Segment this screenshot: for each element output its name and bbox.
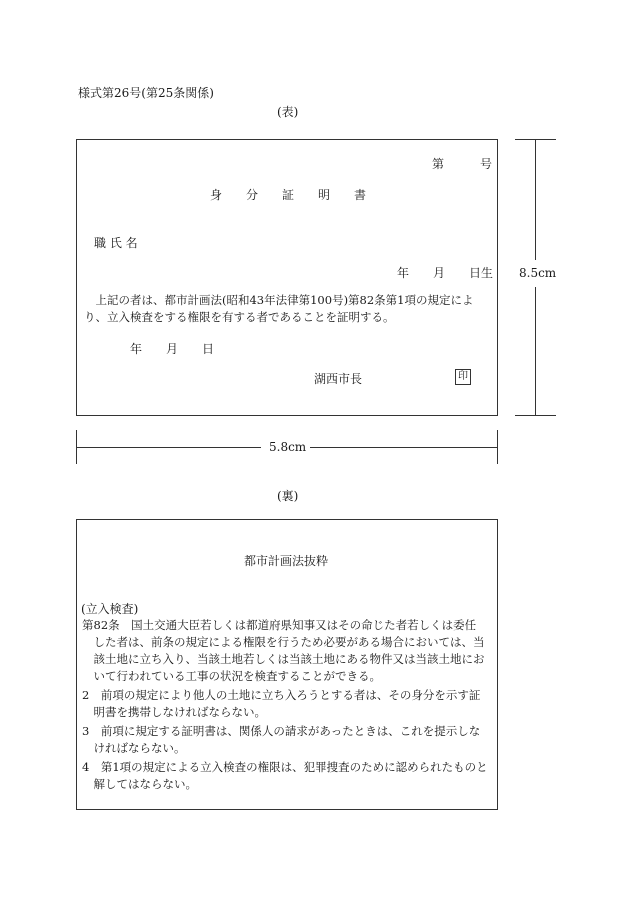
issue-date: 年 月 日: [130, 342, 215, 356]
height-dimension-label: 8.5cm: [519, 266, 557, 280]
issuer: 湖西市長: [314, 372, 363, 386]
law-line: 明書を携帯しなければならない。: [82, 705, 266, 719]
form-number: 様式第26号(第25条関係): [78, 86, 214, 100]
width-dimension-line-left: [76, 447, 261, 448]
certification-line-1: 上記の者は、都市計画法(昭和43年法律第100号)第82条第1項の規定によ: [84, 293, 474, 307]
law-line: いて行われている工事の状況を検査することができる。: [82, 669, 381, 683]
section-heading: (立入検査): [81, 602, 139, 616]
law-excerpt-title: 都市計画法抜粋: [244, 554, 329, 568]
front-label: (表): [277, 105, 299, 119]
seal-mark: 印: [455, 369, 471, 385]
law-line: 第82条 国土交通大臣若しくは都道府県知事又はその命じた者若しくは委任: [82, 618, 477, 632]
law-line: 4 第1項の規定による立入検査の権限は、犯罪捜査のために認められたものと: [82, 760, 488, 774]
certification-line-2: り、立入検査をする権限を有する者であることを証明する。: [84, 310, 395, 324]
law-line: ければならない。: [82, 741, 186, 755]
name-label: 職 氏 名: [94, 236, 138, 250]
height-dimension-line-upper: [535, 139, 536, 260]
law-line: 2 前項の規定により他人の土地に立ち入ろうとする者は、その身分を示す証: [82, 688, 481, 702]
width-dimension-label: 5.8cm: [269, 440, 307, 454]
certificate-number: 第 号: [432, 157, 493, 171]
birth-date: 年 月 日生: [397, 266, 494, 280]
back-label: (裏): [277, 489, 299, 503]
law-line: した者は、前条の規定による権限を行うため必要がある場合においては、当: [82, 635, 485, 649]
law-line: 解してはならない。: [82, 777, 197, 791]
width-dimension-line-right: [310, 447, 498, 448]
law-line: 該土地に立ち入り、当該土地若しくは当該土地にある物件又は当該土地にお: [82, 652, 485, 666]
height-dimension-line-lower: [535, 287, 536, 416]
certificate-title: 身 分 証 明 書: [210, 188, 367, 202]
law-line: 3 前項に規定する証明書は、関係人の請求があったときは、これを提示しな: [82, 724, 481, 738]
